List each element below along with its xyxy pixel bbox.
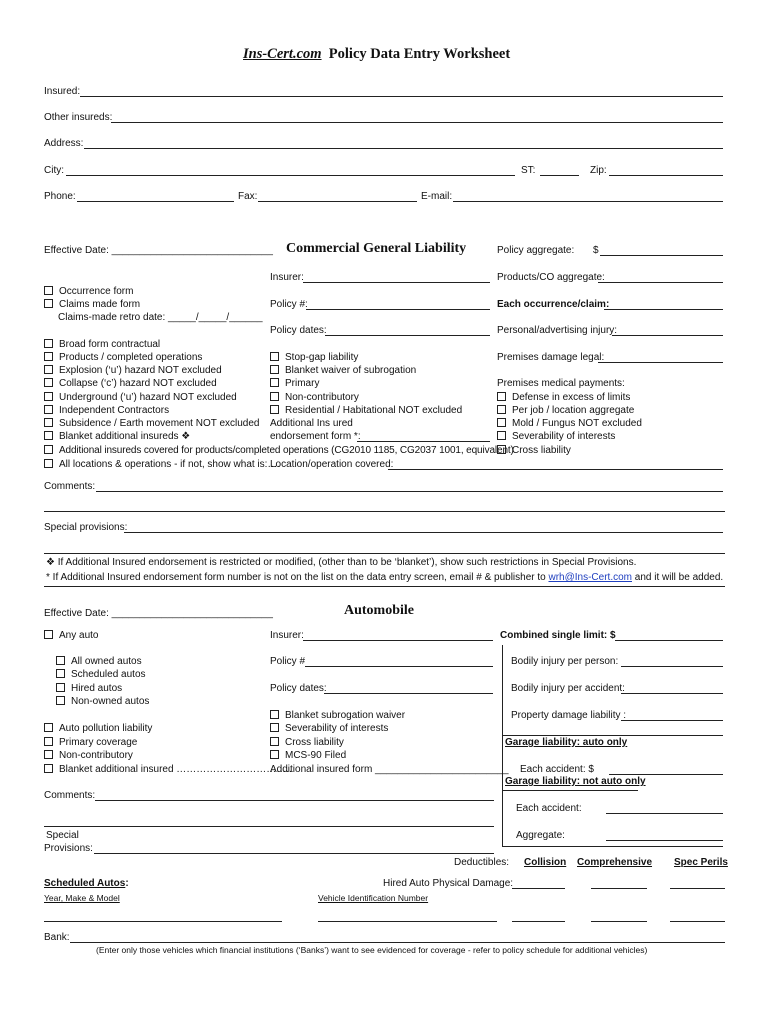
auto-mid-option[interactable] <box>270 710 405 722</box>
note-blanket: ❖ If Additional Insured endorsement is restricted or modified, (other than to be ‘blanket’), show such restrictions in Special Provisions. <box>46 557 637 568</box>
scheduled-autos-label <box>44 878 129 890</box>
option-label: Explosion (‘u’) hazard NOT excluded <box>59 365 222 376</box>
option-label: Collapse (‘c’) hazard NOT excluded <box>59 378 217 389</box>
option-label: Independent Contractors <box>59 405 170 416</box>
premises-medical-label: Premises medical payments: <box>497 378 625 389</box>
option-label: All owned autos <box>71 656 142 667</box>
not-auto-each-accident-label: Each accident: <box>516 803 582 814</box>
option-label: Blanket additional insureds ❖ <box>59 431 191 442</box>
cgl-mid-option[interactable] <box>270 378 319 390</box>
location-covered-label: Location/operation covered: <box>270 459 394 470</box>
option-label: Mold / Fungus NOT excluded <box>512 418 642 429</box>
cgl-right-option[interactable] <box>497 431 615 443</box>
zip-field[interactable] <box>609 175 723 176</box>
auto-comments-label: Comments: <box>44 790 96 801</box>
address-field[interactable] <box>84 148 723 149</box>
option-label: All locations & operations - if not, show what is:…. <box>59 459 281 470</box>
option-label: Subsidence / Earth movement NOT excluded <box>59 418 260 429</box>
option-label: Residential / Habitational NOT excluded <box>285 405 463 416</box>
vin-header: Vehicle Identification Number <box>318 893 429 903</box>
limits-divider <box>502 735 723 736</box>
bi-accident-field[interactable] <box>621 693 723 694</box>
cgl-insurer-field[interactable] <box>303 282 490 283</box>
cgl-comments-label: Comments: <box>44 481 96 492</box>
auto-addl-insured-form[interactable]: Additional insured form ________________________ <box>270 764 509 775</box>
location-covered-field[interactable] <box>388 469 723 470</box>
hired-auto-pd-label: Hired Auto Physical Damage: <box>383 878 514 889</box>
aggregate-label: Aggregate: <box>516 830 565 841</box>
bi-accident-label: Bodily injury per accident: <box>511 683 625 694</box>
option-label: Hired autos <box>71 683 123 694</box>
option-label: Blanket additional insured …………………………….. <box>59 764 292 775</box>
city-label: City: <box>44 165 64 176</box>
address-label: Address: <box>44 138 84 149</box>
checkbox-icon[interactable] <box>497 392 506 401</box>
policy-aggregate-label: Policy aggregate: <box>497 245 575 256</box>
occurrence-form-label: Occurrence form <box>59 286 134 297</box>
vehicle-collision-field[interactable] <box>512 921 565 922</box>
auto-provisions-field[interactable] <box>94 853 494 854</box>
policy-aggregate-field[interactable] <box>600 255 723 256</box>
phone-label: Phone: <box>44 191 76 202</box>
pd-label: Property damage liability : <box>511 710 627 721</box>
checkbox-icon[interactable] <box>44 405 53 414</box>
not-auto-each-accident-field[interactable] <box>606 813 723 814</box>
provisions-label: Provisions: <box>44 843 93 854</box>
auto-mid-option[interactable] <box>270 750 346 762</box>
comprehensive-header: Comprehensive <box>577 857 653 868</box>
addl-insured-label-2: endorsement form *: <box>270 431 361 442</box>
note-text: and it will be added. <box>632 572 724 583</box>
email-label: E-mail: <box>421 191 453 202</box>
checkbox-icon[interactable] <box>497 405 506 414</box>
personal-adv-label: Personal/advertising injury: <box>497 325 618 336</box>
checkbox-icon[interactable] <box>44 737 53 746</box>
limits-box-border <box>502 645 503 847</box>
hired-collision-field[interactable] <box>512 888 565 889</box>
checkbox-icon[interactable] <box>270 392 279 401</box>
auto-policy-dates-label: Policy dates: <box>270 683 327 694</box>
cgl-mid-option[interactable] <box>270 392 359 404</box>
checkbox-icon[interactable] <box>270 378 279 387</box>
cgl-right-option[interactable] <box>497 418 642 430</box>
each-occurrence-label: Each occurrence/claim: <box>497 299 610 310</box>
bi-person-label: Bodily injury per person: <box>511 656 619 667</box>
auto-policy-no-field[interactable] <box>305 666 493 667</box>
checkbox-icon[interactable] <box>44 750 53 759</box>
auto-section-title: Automobile <box>344 603 414 618</box>
cgl-left-option[interactable] <box>44 365 222 377</box>
auto-insurer-label: Insurer: <box>270 630 304 641</box>
cgl-left-option[interactable] <box>44 378 217 390</box>
auto-mid-option[interactable] <box>270 737 344 749</box>
cgl-left-option[interactable] <box>44 405 169 417</box>
checkbox-icon[interactable] <box>56 656 65 665</box>
bank-note: (Enter only those vehicles which financial institutions (‘Banks’) want to see evidenced for coverage - refer to policy schedule for additional vehicles) <box>96 945 648 955</box>
owned-option[interactable] <box>56 683 122 695</box>
auto-left-option[interactable] <box>44 750 133 762</box>
auto-comments-line[interactable] <box>44 826 494 827</box>
option-label: Cross liability <box>512 445 571 456</box>
checkbox-icon[interactable] <box>44 431 53 440</box>
checkbox-icon[interactable] <box>497 431 506 440</box>
st-field[interactable] <box>540 175 579 176</box>
garage-not-auto-label: Garage liability: not auto only <box>505 776 646 787</box>
option-label: Non-contributory <box>285 392 359 403</box>
option-label: Primary <box>285 378 320 389</box>
cgl-comments-field[interactable] <box>96 491 723 492</box>
checkbox-icon[interactable] <box>497 445 506 454</box>
garage-each-accident-field[interactable] <box>609 774 723 775</box>
checkbox-icon[interactable] <box>44 723 53 732</box>
page-title <box>243 48 510 60</box>
special-label: Special <box>46 830 79 841</box>
scheduled-autos-text: Scheduled Autos <box>44 878 126 889</box>
zip-label: Zip: <box>590 165 607 176</box>
checkbox-icon[interactable] <box>270 352 279 361</box>
insured-field[interactable] <box>80 96 723 97</box>
bi-person-field[interactable] <box>621 666 723 667</box>
checkbox-icon[interactable] <box>44 378 53 387</box>
claims-made-option[interactable] <box>44 299 140 311</box>
pd-field[interactable] <box>621 720 723 721</box>
products-co-field[interactable] <box>598 282 723 283</box>
option-label: Auto pollution liability <box>59 723 153 734</box>
option-label: Products / completed operations <box>59 352 203 363</box>
hired-comprehensive-field[interactable] <box>591 888 647 889</box>
cgl-special-provisions-field[interactable] <box>124 532 723 533</box>
vehicle-comprehensive-field[interactable] <box>591 921 647 922</box>
option-label: Any auto <box>59 630 99 641</box>
bank-label: Bank: <box>44 932 70 943</box>
title-text: Policy Data Entry Worksheet <box>328 46 511 62</box>
note-form-number <box>46 572 723 584</box>
combined-single-limit-field[interactable] <box>615 640 723 641</box>
checkbox-icon[interactable] <box>270 365 279 374</box>
option-label: Severability of interests <box>512 431 616 442</box>
checkbox-icon[interactable] <box>56 669 65 678</box>
option-label: Non-owned autos <box>71 696 150 707</box>
checkbox-icon[interactable] <box>44 630 53 639</box>
cgl-special-provisions-label: Special provisions: <box>44 522 128 533</box>
cgl-left-option[interactable] <box>44 392 237 404</box>
cgl-policy-no-field[interactable] <box>306 309 490 310</box>
bank-field[interactable] <box>70 942 725 943</box>
auto-left-option[interactable] <box>44 737 137 749</box>
year-make-model-header: Year, Make & Model <box>44 893 120 903</box>
checkbox-icon[interactable] <box>44 445 53 454</box>
checkbox-icon[interactable] <box>270 750 279 759</box>
checkbox-icon[interactable] <box>44 764 53 773</box>
option-label: Broad form contractual <box>59 339 161 350</box>
cgl-left-option[interactable] <box>44 352 202 364</box>
st-label: ST: <box>521 165 536 176</box>
checkbox-icon[interactable] <box>270 405 279 414</box>
products-co-label: Products/CO aggregate: <box>497 272 605 283</box>
premises-damage-label: Premises damage legal: <box>497 352 605 363</box>
owned-option[interactable] <box>56 669 146 681</box>
phone-field[interactable] <box>77 201 234 202</box>
checkbox-icon[interactable] <box>56 696 65 705</box>
owned-option[interactable] <box>56 696 149 708</box>
other-insureds-label: Other insureds: <box>44 112 113 123</box>
email-field[interactable] <box>453 201 723 202</box>
option-label: Additional insureds covered for products/completed operations (CG2010 1185, CG2037 1001, equivalent) <box>59 445 514 456</box>
checkbox-icon[interactable] <box>270 723 279 732</box>
checkbox-icon[interactable] <box>44 339 53 348</box>
cgl-mid-option[interactable] <box>270 365 416 377</box>
claims-made-retro-date[interactable]: Claims-made retro date: _____/_____/______ <box>58 312 263 323</box>
option-label: Blanket waiver of subrogation <box>285 365 417 376</box>
cgl-policy-no-label: Policy #: <box>270 299 308 310</box>
auto-mid-option[interactable] <box>270 723 388 735</box>
brand-name: Ins-Cert.com <box>243 46 322 62</box>
combined-single-limit-label: Combined single limit: $ <box>500 630 616 641</box>
all-locations-option[interactable] <box>44 459 280 471</box>
garage-auto-only-label: Garage liability: auto only <box>505 737 628 748</box>
checkbox-icon[interactable] <box>44 365 53 374</box>
vehicle-year-make-model-field[interactable] <box>44 921 282 922</box>
checkbox-icon[interactable] <box>270 710 279 719</box>
checkbox-icon[interactable] <box>44 352 53 361</box>
any-auto-option[interactable] <box>44 630 98 642</box>
city-field[interactable] <box>66 175 515 176</box>
option-label: Underground (‘u’) hazard NOT excluded <box>59 392 237 403</box>
cgl-section-title: Commercial General Liability <box>286 241 467 256</box>
cgl-comments-line[interactable] <box>44 511 725 512</box>
spec-perils-header: Spec Perils <box>674 857 728 868</box>
hired-spec-perils-field[interactable] <box>670 888 725 889</box>
cross-liability-option[interactable] <box>497 445 571 457</box>
limits-box-bottom <box>502 846 723 847</box>
other-insureds-field[interactable] <box>111 122 723 123</box>
addl-insured-form-field[interactable] <box>357 441 490 442</box>
option-label: Primary coverage <box>59 737 138 748</box>
checkbox-icon[interactable] <box>497 418 506 427</box>
auto-left-option[interactable] <box>44 723 152 735</box>
cgl-right-option[interactable] <box>497 392 630 404</box>
option-label: Non-contributory <box>59 750 133 761</box>
auto-comments-field[interactable] <box>95 800 494 801</box>
option-label: Blanket subrogation waiver <box>285 710 406 721</box>
fax-field[interactable] <box>258 201 417 202</box>
checkbox-icon[interactable] <box>270 737 279 746</box>
addl-insured-label-1: Additional Ins ured <box>270 418 353 429</box>
occurrence-form-option[interactable] <box>44 286 133 298</box>
insured-label: Insured: <box>44 86 81 97</box>
cgl-insurer-label: Insurer: <box>270 272 304 283</box>
cgl-policy-dates-label: Policy dates: <box>270 325 327 336</box>
option-label: Scheduled autos <box>71 669 146 680</box>
cgl-left-option[interactable] <box>44 418 259 430</box>
checkbox-icon[interactable] <box>44 459 53 468</box>
collision-header: Collision <box>524 857 567 868</box>
email-link[interactable]: wrh@Ins-Cert.com <box>548 572 632 583</box>
checkbox-icon[interactable] <box>44 392 53 401</box>
checkbox-icon[interactable] <box>44 299 53 308</box>
option-label: Cross liability <box>285 737 344 748</box>
claims-made-label: Claims made form <box>59 299 141 310</box>
cgl-left-option[interactable] <box>44 339 160 351</box>
option-label: MCS-90 Filed <box>285 750 347 761</box>
auto-effective-date[interactable]: Effective Date: _____________________________ <box>44 608 273 619</box>
checkbox-icon[interactable] <box>56 683 65 692</box>
cgl-right-option[interactable] <box>497 405 634 417</box>
auto-policy-no-label: Policy # <box>270 656 306 667</box>
cgl-policy-dates-field[interactable] <box>325 335 490 336</box>
addl-insureds-products-option[interactable] <box>44 445 514 457</box>
special-provisions-line[interactable] <box>44 553 725 554</box>
policy-aggregate-dollar: $ <box>593 245 599 256</box>
option-label: Defense in excess of limits <box>512 392 631 403</box>
vehicle-vin-field[interactable] <box>318 921 497 922</box>
option-label: Severability of interests <box>285 723 389 734</box>
option-label: Per job / location aggregate <box>512 405 635 416</box>
premises-damage-field[interactable] <box>598 362 723 363</box>
aggregate-field[interactable] <box>606 840 723 841</box>
cgl-effective-date[interactable]: Effective Date: _____________________________ <box>44 245 273 256</box>
vehicle-spec-perils-field[interactable] <box>670 921 725 922</box>
cgl-left-option[interactable] <box>44 431 190 443</box>
option-label: Stop-gap liability <box>285 352 359 363</box>
scheduled-autos-colon: : <box>125 878 129 889</box>
personal-adv-field[interactable] <box>612 335 723 336</box>
checkbox-icon[interactable] <box>44 418 53 427</box>
note-text: * If Additional Insured endorsement form number is not on the list on the data entry screen, email # & publisher to <box>46 572 549 583</box>
garage-each-accident-label: Each accident: $ <box>520 764 594 775</box>
section-divider <box>44 586 725 587</box>
checkbox-icon[interactable] <box>44 286 53 295</box>
auto-insurer-field[interactable] <box>303 640 493 641</box>
fax-label: Fax: <box>238 191 258 202</box>
cgl-mid-option[interactable] <box>270 352 358 364</box>
blanket-additional-insured-option[interactable] <box>44 764 292 776</box>
auto-policy-dates-field[interactable] <box>324 693 493 694</box>
owned-option[interactable] <box>56 656 142 668</box>
deductibles-label: Deductibles: <box>454 857 510 868</box>
garage-divider <box>502 790 638 791</box>
cgl-mid-option[interactable] <box>270 405 462 417</box>
each-occurrence-field[interactable] <box>604 309 723 310</box>
